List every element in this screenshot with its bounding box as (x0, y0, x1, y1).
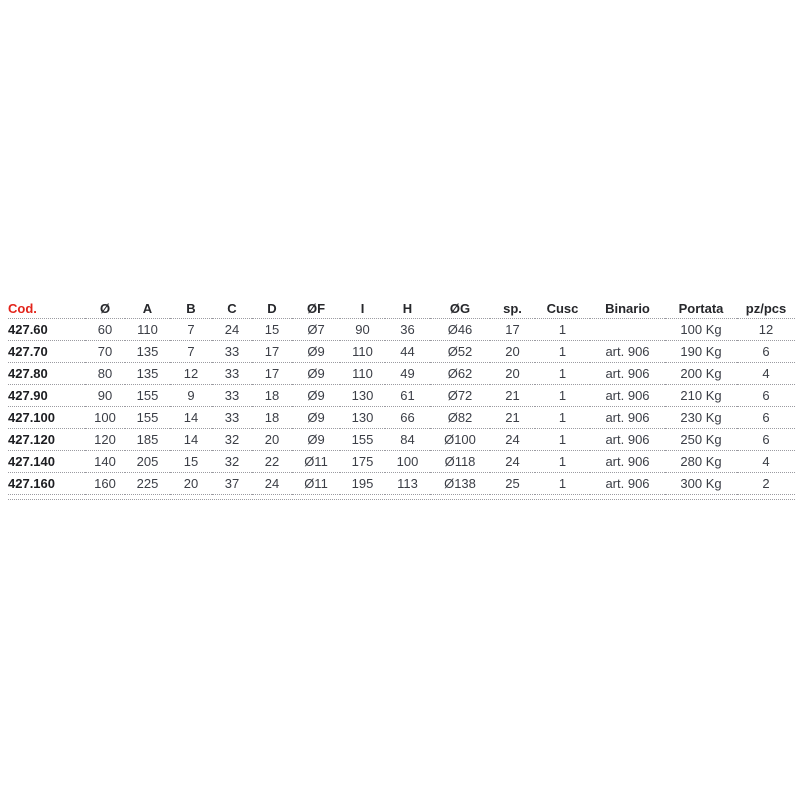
cell-value: Ø9 (292, 407, 340, 429)
cell-value: 18 (252, 385, 292, 407)
cell-value: 110 (125, 319, 170, 341)
cell-value: 6 (737, 385, 795, 407)
cell-value: 1 (535, 363, 590, 385)
cell-value: 14 (170, 429, 212, 451)
col-header-d: D (252, 298, 292, 319)
cell-value: 250 Kg (665, 429, 737, 451)
cell-value: 100 (85, 407, 125, 429)
cell-value: Ø118 (430, 451, 490, 473)
cell-value: 17 (490, 319, 535, 341)
cell-value: 195 (340, 473, 385, 495)
cell-product-code: 427.80 (8, 363, 85, 385)
cell-value: 1 (535, 451, 590, 473)
cell-value: 33 (212, 341, 252, 363)
cell-value: 1 (535, 429, 590, 451)
cell-value: 110 (340, 363, 385, 385)
cell-product-code: 427.120 (8, 429, 85, 451)
table-row (8, 319, 795, 341)
cell-value: art. 906 (590, 363, 665, 385)
cell-value: 32 (212, 429, 252, 451)
col-header-i: I (340, 298, 385, 319)
table-row (8, 407, 795, 429)
cell-value: 17 (252, 363, 292, 385)
cell-value: 61 (385, 385, 430, 407)
col-header-a: A (125, 298, 170, 319)
cell-value: 7 (170, 341, 212, 363)
cell-value: 9 (170, 385, 212, 407)
cell-value: Ø46 (430, 319, 490, 341)
table-row (8, 341, 795, 363)
cell-value: 7 (170, 319, 212, 341)
cell-value: 130 (340, 407, 385, 429)
cell-value: 4 (737, 451, 795, 473)
cell-value: 200 Kg (665, 363, 737, 385)
cell-value: 100 (385, 451, 430, 473)
cell-product-code: 427.60 (8, 319, 85, 341)
cell-value: 155 (125, 407, 170, 429)
cell-value: 36 (385, 319, 430, 341)
cell-value: 33 (212, 363, 252, 385)
cell-value: Ø52 (430, 341, 490, 363)
cell-value: 20 (490, 363, 535, 385)
cell-value: 24 (252, 473, 292, 495)
cell-value: 21 (490, 385, 535, 407)
cell-value: 18 (252, 407, 292, 429)
cell-value: 37 (212, 473, 252, 495)
cell-value: 120 (85, 429, 125, 451)
cell-value: 1 (535, 385, 590, 407)
col-header-h: H (385, 298, 430, 319)
cell-value: 20 (490, 341, 535, 363)
cell-value: Ø62 (430, 363, 490, 385)
cell-product-code: 427.100 (8, 407, 85, 429)
cell-value: 1 (535, 341, 590, 363)
cell-value: 24 (490, 429, 535, 451)
cell-value: 1 (535, 407, 590, 429)
cell-value: Ø72 (430, 385, 490, 407)
product-spec-table (8, 298, 795, 495)
cell-value: 110 (340, 341, 385, 363)
cell-value: 135 (125, 341, 170, 363)
col-header-cusc: Cusc (535, 298, 590, 319)
cell-value: 15 (252, 319, 292, 341)
cell-value: 1 (535, 473, 590, 495)
cell-value: art. 906 (590, 385, 665, 407)
cell-value: 175 (340, 451, 385, 473)
col-header-c: C (212, 298, 252, 319)
header-row (8, 298, 795, 319)
cell-product-code: 427.160 (8, 473, 85, 495)
cell-value: 24 (212, 319, 252, 341)
cell-value: Ø11 (292, 451, 340, 473)
cell-value: art. 906 (590, 407, 665, 429)
cell-value: 22 (252, 451, 292, 473)
cell-value: 17 (252, 341, 292, 363)
cell-value: art. 906 (590, 341, 665, 363)
cell-value: Ø138 (430, 473, 490, 495)
cell-value: 12 (170, 363, 212, 385)
cell-value: 225 (125, 473, 170, 495)
cell-value: 155 (340, 429, 385, 451)
cell-value: 100 Kg (665, 319, 737, 341)
col-header-sp: sp. (490, 298, 535, 319)
cell-value (590, 319, 665, 341)
cell-value: 1 (535, 319, 590, 341)
table-row (8, 451, 795, 473)
cell-value: 90 (85, 385, 125, 407)
cell-value: 14 (170, 407, 212, 429)
cell-value: 44 (385, 341, 430, 363)
col-header-portata: Portata (665, 298, 737, 319)
cell-value: 49 (385, 363, 430, 385)
cell-value: 210 Kg (665, 385, 737, 407)
cell-value: 20 (170, 473, 212, 495)
cell-value: 21 (490, 407, 535, 429)
col-header-b: B (170, 298, 212, 319)
cell-value: 2 (737, 473, 795, 495)
table-row (8, 429, 795, 451)
cell-value: 160 (85, 473, 125, 495)
cell-value: 33 (212, 385, 252, 407)
cell-value: 280 Kg (665, 451, 737, 473)
cell-value: Ø9 (292, 363, 340, 385)
cell-value: 20 (252, 429, 292, 451)
cell-value: 140 (85, 451, 125, 473)
cell-value: 6 (737, 341, 795, 363)
cell-value: 24 (490, 451, 535, 473)
cell-value: 84 (385, 429, 430, 451)
col-header-cod: Cod. (8, 298, 85, 319)
cell-value: Ø9 (292, 429, 340, 451)
table-row (8, 473, 795, 495)
cell-value: Ø7 (292, 319, 340, 341)
cell-value: 80 (85, 363, 125, 385)
cell-value: 6 (737, 407, 795, 429)
cell-value: 155 (125, 385, 170, 407)
cell-value: 185 (125, 429, 170, 451)
table-bottom-border (8, 499, 795, 500)
cell-value: Ø11 (292, 473, 340, 495)
cell-value: 66 (385, 407, 430, 429)
cell-value: 70 (85, 341, 125, 363)
cell-value: 32 (212, 451, 252, 473)
cell-value: 90 (340, 319, 385, 341)
cell-value: 25 (490, 473, 535, 495)
cell-value: art. 906 (590, 429, 665, 451)
cell-value: 6 (737, 429, 795, 451)
col-header-pz-pcs: pz/pcs (737, 298, 795, 319)
cell-product-code: 427.90 (8, 385, 85, 407)
cell-value: 130 (340, 385, 385, 407)
cell-product-code: 427.140 (8, 451, 85, 473)
cell-value: art. 906 (590, 473, 665, 495)
col-header-diameter-f: ØF (292, 298, 340, 319)
cell-value: 230 Kg (665, 407, 737, 429)
cell-value: 205 (125, 451, 170, 473)
col-header-binario: Binario (590, 298, 665, 319)
cell-product-code: 427.70 (8, 341, 85, 363)
col-header-diameter-g: ØG (430, 298, 490, 319)
cell-value: art. 906 (590, 451, 665, 473)
cell-value: 300 Kg (665, 473, 737, 495)
cell-value: 135 (125, 363, 170, 385)
cell-value: 4 (737, 363, 795, 385)
cell-value: 190 Kg (665, 341, 737, 363)
col-header-diameter: Ø (85, 298, 125, 319)
cell-value: Ø9 (292, 341, 340, 363)
cell-value: 113 (385, 473, 430, 495)
cell-value: 33 (212, 407, 252, 429)
cell-value: 15 (170, 451, 212, 473)
table-row (8, 385, 795, 407)
table-row (8, 363, 795, 385)
cell-value: 12 (737, 319, 795, 341)
cell-value: 60 (85, 319, 125, 341)
cell-value: Ø100 (430, 429, 490, 451)
cell-value: Ø9 (292, 385, 340, 407)
cell-value: Ø82 (430, 407, 490, 429)
